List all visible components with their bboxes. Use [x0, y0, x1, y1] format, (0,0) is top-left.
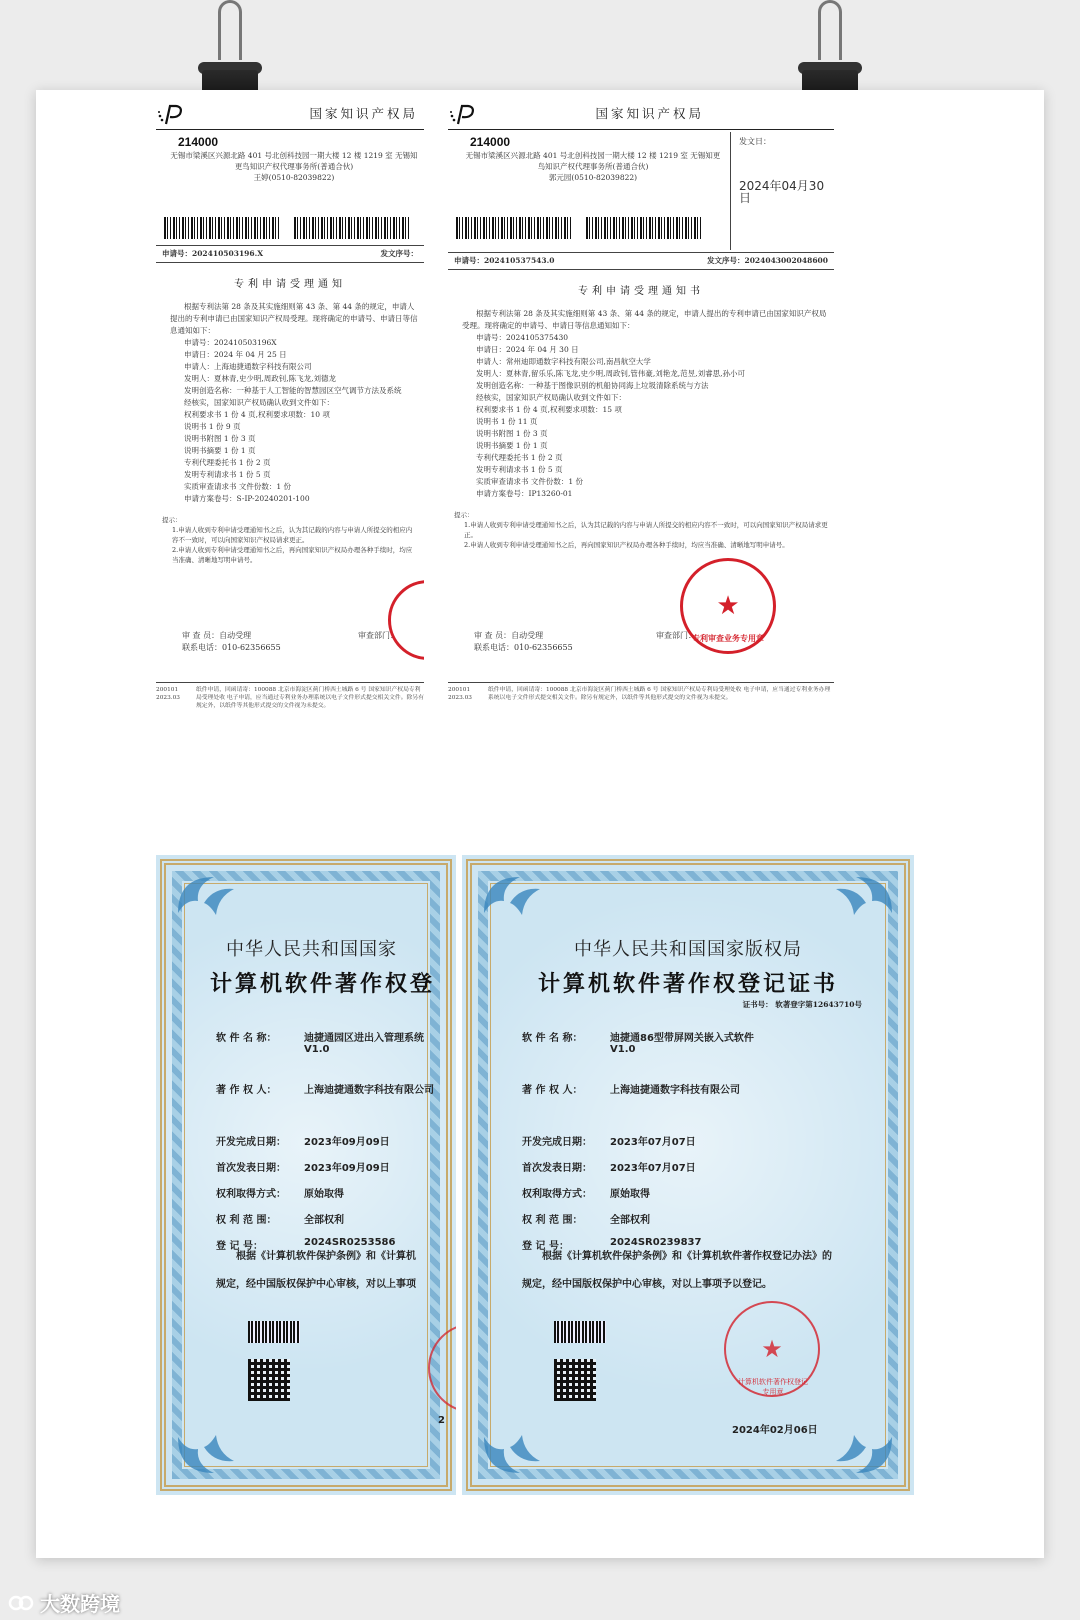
barcodes — [456, 217, 730, 239]
postcode: 214000 — [470, 135, 511, 149]
ornament-icon — [174, 873, 244, 943]
agency-name: 国家知识产权局 — [309, 106, 418, 121]
notice-line: 说明书附图 1 份 3 页 — [184, 434, 256, 443]
notice-line: 发明专利请求书 1 份 5 页 — [476, 465, 563, 474]
notice-line: 实质审查请求书 文件份数：1 份 — [476, 477, 584, 486]
cert-field — [216, 1133, 390, 1148]
cert-title: 计算机软件著作权登 — [210, 971, 436, 997]
cert-field-value: 迪捷通86型带屏网关嵌入式软件 V1.0 — [610, 1033, 754, 1055]
notice-line: 发明创造名称：一种基于人工智能的智慧园区空气调节方法及系统 — [184, 386, 402, 395]
notice-line: 申请日：2024 年 04 月 30 日 — [476, 345, 579, 354]
ornament-icon — [174, 1407, 244, 1477]
cert-barcode — [248, 1321, 300, 1343]
notice-line: 发明创造名称：一种基于图像识别的机船协同海上垃圾清除系统与方法 — [476, 381, 709, 390]
cert-field-value: 2023年09月09日 — [304, 1137, 390, 1148]
notice-line: 申请人：上海迪捷通数字科技有限公司 — [184, 362, 312, 371]
cert-field-label: 著 作 权 人： — [522, 1085, 583, 1096]
ornament-icon — [480, 873, 550, 943]
cnipa-logo-icon — [448, 104, 478, 126]
cert-basis-2: 规定，经中国版权保护中心审核，对以上事项予以登记。 — [522, 1279, 772, 1290]
notice-line: 专利代理委托书 1 份 2 页 — [476, 453, 563, 462]
notice-line: 专利代理委托书 1 份 2 页 — [184, 458, 271, 467]
notice-line: 申请号：2024105375430 — [476, 333, 569, 342]
cert-field-label: 权利取得方式： — [216, 1189, 286, 1200]
notice-line: 经核实，国家知识产权局确认收到文件如下： — [184, 398, 334, 407]
cert-barcode — [554, 1321, 606, 1343]
examiner-info: 审 查 员：自动受理 联系电话：010-62356655 — [182, 631, 281, 652]
notice-footer: 200101 2023.03 纸件申请，回函请寄：100088 北京市海淀区蓟门桥西土城路 6 号 国家知识产权局专利局受理处收 电子申请，应当通过专利业务办理系统以电子文件形式提交相关文件。除另有规定外，以纸件等其他形式提交的文件视为未提交。 — [156, 682, 424, 710]
cert-field-value: 2023年07月07日 — [610, 1163, 696, 1174]
cert-field-label: 登 记 号： — [522, 1241, 569, 1252]
cert-field — [216, 1081, 434, 1096]
cert-field-value: 2023年07月07日 — [610, 1137, 696, 1148]
recipient-address: 无锡市梁溪区兴源北路 401 号北创科技园一期大楼 12 楼 1219 室 无锡知更鸟知识产权代理事务所(普通合伙) — [170, 151, 418, 171]
software-copyright-certificate-right — [462, 855, 914, 1495]
cert-field-label: 软 件 名 称： — [522, 1033, 583, 1044]
send-date-box: 发文日： 2024年04月30日 — [730, 132, 834, 250]
notice-line: 发明专利请求书 1 份 5 页 — [184, 470, 271, 479]
notice-line: 申请方案卷号：S-IP-20240201-100 — [184, 494, 310, 503]
examiner-dept: 审查部门： — [358, 631, 398, 640]
cert-issuer: 中华人民共和国国家版权局 — [574, 939, 802, 960]
notice-line: 说明书 1 份 11 页 — [476, 417, 538, 426]
cert-field-value: 2024SR0239837 — [610, 1237, 702, 1248]
cert-date-fragment: 2 — [438, 1415, 445, 1426]
notice-line: 实质审查请求书 文件份数：1 份 — [184, 482, 292, 491]
watermark: 大数跨境 — [8, 1588, 120, 1617]
cert-issue-date: 2024年02月06日 — [732, 1425, 818, 1436]
cert-basis-2: 规定，经中国版权保护中心审核，对以上事项 — [216, 1279, 416, 1290]
cert-field-value: 2023年09月09日 — [304, 1163, 390, 1174]
cert-field-value: 原始取得 — [304, 1189, 344, 1200]
cert-field — [522, 1211, 650, 1226]
cert-field-label: 著 作 权 人： — [216, 1085, 277, 1096]
cert-issuer: 中华人民共和国国家 — [226, 939, 397, 960]
notice-footer: 200101 2023.03 纸件申请，回函请寄：100088 北京市海淀区蓟门桥西土城路 6 号 国家知识产权局专利局受理处收 电子申请，应当通过专利业务办理系统以电子文件形式提交相关文件。除另有规定外，以纸件等其他形式提交的文件视为未提交。 — [448, 682, 834, 702]
notice-title: 专利申请受理通知书 — [578, 286, 704, 297]
application-number: 202410537543.0 — [484, 256, 555, 265]
notice-line: 申请人：常州迪即通数字科技有限公司,南昌航空大学 — [476, 357, 651, 366]
cert-field-value: 全部权利 — [304, 1215, 344, 1226]
examiner-dept: 审查部门： — [656, 631, 696, 640]
notice-line: 权利要求书 1 份 4 页,权利要求项数：15 项 — [476, 405, 622, 414]
cert-field — [522, 1133, 696, 1148]
notice-tips: 提示： 1.申请人收到专利申请受理通知书之后，认为其记载的内容与申请人所提交的相应内容不一致时，可以向国家知识产权局请求更正。 2.申请人收到专利申请受理通知书之后，再向国家知识产权局办理各种手续时，均应当准确、清晰地写明申请号。 — [162, 516, 413, 564]
brand-logo-icon — [8, 1593, 34, 1613]
application-number: 202410503196.X — [192, 249, 264, 258]
cert-field-value: 原始取得 — [610, 1189, 650, 1200]
postcode: 214000 — [178, 135, 219, 149]
notice-body: 根据专利法第 28 条及其实施细则第 43 条、第 44 条的规定，申请人提出的专利申请已由国家知识产权局受理。现将确定的申请号、申请日等信息通知如下： 申请号：2024105375430 申请日：2024 年 04 月 30 日 申请人：常州迪即通数字科技有限公司,南昌航空大学 发明人：夏林青,留乐乐,陈飞龙,史少明,周政钊,管伟豪,刘艳龙,范昱,刘睿思,孙小可 发明创造名称：一种基于图像识别的机船协同海上垃圾清除系统与方法 经核实，国家知识产权局确认收到文件如下： 权利要求书 1 份 4 页,权利要求项数：15 项 说明书 1 份 11 页 说明书附图 1 份 3 页 说明书摘要 1 份 1 页 专利代理委托书 1 份 2 页 发明专利请求书 1 份 5 页 实质审查请求书 文件份数：1 份 申请方案卷号：IP13260-01 — [462, 309, 827, 498]
cert-basis-1: 根据《计算机软件保护条例》和《计算机软件著作权登记办法》的 — [542, 1251, 832, 1262]
recipient-contact: 郭元园(0510-82039822) — [548, 173, 638, 182]
notice-line: 说明书附图 1 份 3 页 — [476, 429, 548, 438]
send-number: 2024043002048600 — [744, 256, 828, 265]
star-icon: ★ — [761, 1335, 783, 1363]
cert-field-label: 软 件 名 称： — [216, 1033, 277, 1044]
recipient-contact: 王婷(0510-82039822) — [253, 173, 335, 182]
star-icon: ★ — [716, 591, 740, 621]
notice-line: 权利要求书 1 份 4 页,权利要求项数：10 项 — [184, 410, 330, 419]
ornament-icon — [480, 1407, 550, 1477]
cert-field — [522, 1185, 650, 1200]
ornament-icon — [826, 873, 896, 943]
official-seal — [388, 580, 424, 660]
cert-qr-code — [248, 1359, 290, 1401]
examiner-info: 审 查 员：自动受理 联系电话：010-62356655 — [474, 631, 573, 652]
agency-name: 国家知识产权局 — [595, 106, 704, 121]
notice-line: 说明书摘要 1 份 1 页 — [476, 441, 548, 450]
cert-field-label: 权 利 范 围： — [522, 1215, 583, 1226]
cert-field-value: 上海迪捷通数字科技有限公司 — [610, 1085, 740, 1096]
cert-field-value: 2024SR0253586 — [304, 1237, 396, 1248]
cert-field — [216, 1211, 344, 1226]
ornament-icon — [826, 1407, 896, 1477]
notice-line: 发明人：夏林青,史少明,周政钊,陈飞龙,刘德龙 — [184, 374, 337, 383]
cert-field-label: 开发完成日期： — [522, 1137, 592, 1148]
seal-label: 计算机软件著作权登记专用章 — [738, 1378, 808, 1396]
cert-qr-code — [554, 1359, 596, 1401]
cert-field — [216, 1159, 390, 1174]
cert-field-label: 权 利 范 围： — [216, 1215, 277, 1226]
barcodes — [164, 217, 424, 239]
cert-field — [522, 1081, 740, 1096]
cert-field-value: 全部权利 — [610, 1215, 650, 1226]
cnipa-logo-icon — [156, 104, 186, 126]
notice-line: 申请方案卷号：IP13260-01 — [476, 489, 573, 498]
cert-number: 证书号： 软著登字第12643710号 — [742, 1000, 862, 1009]
notice-line: 发明人：夏林青,留乐乐,陈飞龙,史少明,周政钊,管伟豪,刘艳龙,范昱,刘睿思,孙小可 — [476, 369, 745, 378]
notice-line: 说明书 1 份 9 页 — [184, 422, 241, 431]
cert-field-label: 权利取得方式： — [522, 1189, 592, 1200]
cert-field — [522, 1159, 696, 1174]
cert-field — [522, 1029, 754, 1055]
patent-notice-left — [156, 102, 424, 722]
notice-tips: 提示： 1.申请人收到专利申请受理通知书之后，认为其记载的内容与申请人所提交的相应内容不一致时，可以向国家知识产权局请求更正。 2.申请人收到专利申请受理通知书之后，再向国家知识产权局办理各种手续时，均应当准确、清晰地写明申请号。 — [454, 511, 828, 549]
cert-basis-1: 根据《计算机软件保护条例》和《计算机 — [236, 1251, 416, 1262]
software-copyright-certificate-left — [156, 855, 456, 1495]
recipient-address: 无锡市梁溪区兴源北路 401 号北创科技园一期大楼 12 楼 1219 室 无锡知更鸟知识产权代理事务所(普通合伙) — [465, 151, 721, 171]
application-meta: 申请号：202410503196.X 发文序号： — [156, 245, 424, 263]
cert-field-label: 首次发表日期： — [216, 1163, 286, 1174]
notice-line: 申请日：2024 年 04 月 25 日 — [184, 350, 287, 359]
patent-notice-right — [448, 102, 834, 722]
cert-field-label: 开发完成日期： — [216, 1137, 286, 1148]
cert-field-label: 登 记 号： — [216, 1241, 263, 1252]
application-meta: 申请号：202410537543.0 发文序号：2024043002048600 — [448, 252, 834, 270]
cert-field-value: 上海迪捷通数字科技有限公司 — [304, 1085, 434, 1096]
notice-body: 根据专利法第 28 条及其实施细则第 43 条、第 44 条的规定，申请人提出的专利申请已由国家知识产权局受理。现将确定的申请号、申请日等信息通知如下： 申请号：202410503196X 申请日：2024 年 04 月 25 日 申请人：上海迪捷通数字科技有限公司 发明人：夏林青,史少明,周政钊,陈飞龙,刘德龙 发明创造名称：一种基于人工智能的智慧园区空气调节方法及系统 经核实，国家知识产权局确认收到文件如下： 权利要求书 1 份 4 页,权利要求项数：10 项 说明书 1 份 9 页 说明书附图 1 份 3 页 说明书摘要 1 份 1 页 专利代理委托书 1 份 2 页 发明专利请求书 1 份 5 页 实质审查请求书 文件份数：1 份 申请方案卷号：S-IP-20240201-100 — [170, 302, 418, 503]
cert-title: 计算机软件著作权登记证书 — [537, 971, 838, 997]
send-date: 2024年04月30日 — [739, 179, 825, 205]
notice-line: 经核实，国家知识产权局确认收到文件如下： — [476, 393, 626, 402]
notice-line: 说明书摘要 1 份 1 页 — [184, 446, 256, 455]
cert-field-label: 首次发表日期： — [522, 1163, 592, 1174]
cert-field — [216, 1029, 424, 1055]
seal-label: 专利审查业务专用章 — [692, 633, 764, 643]
notice-title: 专利申请受理通知 — [234, 279, 346, 290]
cert-field — [216, 1185, 344, 1200]
cert-field-value: 迪捷通园区进出入管理系统 V1.0 — [304, 1033, 424, 1055]
notice-line: 申请号：202410503196X — [184, 338, 277, 347]
